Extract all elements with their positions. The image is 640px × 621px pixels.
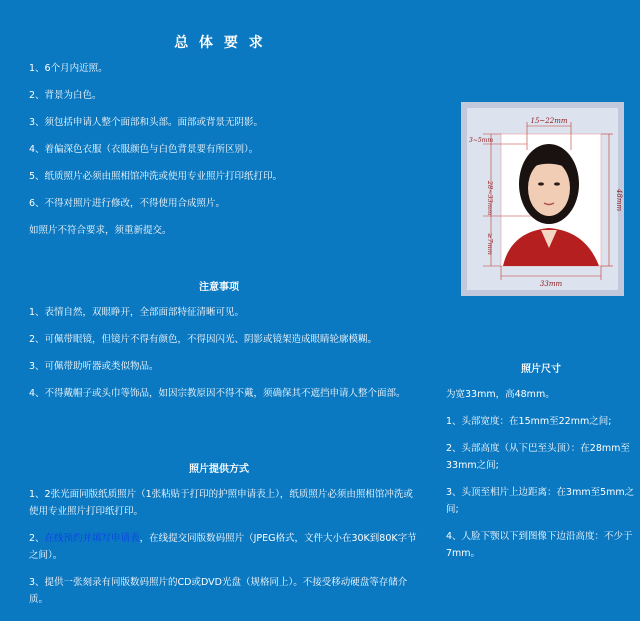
general-item-1: 1、6个月内近照。 (29, 63, 108, 74)
total-height-label: 48mm (615, 188, 623, 212)
top-gap-label: 3~5mm (469, 137, 494, 144)
head-width-label: 15~22mm (530, 117, 568, 125)
online-booking-link[interactable]: 在线预约并填写申请表 (44, 533, 140, 544)
size-title: 照片尺寸 (521, 364, 561, 375)
photo-diagram (461, 102, 624, 296)
general-note: 如照片不符合要求，须重新提交。 (29, 225, 172, 236)
general-item-5: 5、纸质照片必须由照相馆冲洗或使用专业照片打印纸打印。 (29, 171, 283, 182)
total-width-label: 33mm (539, 280, 563, 288)
size-item-4: 4、人脸下颚以下到图像下边沿高度：不少于7mm。 (446, 531, 633, 559)
provide-item-1: 1、2张光面同版纸质照片（1张粘贴于打印的护照申请表上），纸质照片必须由照相馆冲洗或使用专业照片打印纸打印。 (29, 489, 413, 517)
provide-item-2-prefix: 2、 (29, 533, 45, 544)
notes-item-4: 4、不得戴帽子或头巾等饰品，如因宗教原因不得不戴，须确保其不遮挡申请人整个面部。 (29, 388, 406, 399)
face-shape (528, 160, 570, 216)
head-height-label: 28~33mm (486, 180, 494, 216)
size-item-3: 3、头顶至相片上边距离：在3mm至5mm之间; (446, 487, 635, 515)
general-item-6: 6、不得对照片进行修改，不得使用合成照片。 (29, 198, 226, 209)
general-item-3: 3、须包括申请人整个面部和头部。面部或背景无阴影。 (29, 117, 264, 128)
right-eye (554, 182, 560, 185)
provide-item-3: 3、提供一张刻录有同版数码照片的CD或DVD光盘（规格同上）。不接受移动硬盘等存储介质。 (29, 577, 408, 605)
chin-gap-label: ≥7mm (486, 233, 494, 255)
size-item-0: 为宽33mm，高48mm。 (446, 389, 555, 400)
general-item-2: 2、背景为白色。 (29, 90, 102, 101)
notes-title: 注意事项 (199, 282, 239, 293)
size-item-2: 2、头部高度（从下巴至头顶）：在28mm至33mm之间; (446, 443, 630, 471)
notes-item-1: 1、表情自然，双眼睁开，全部面部特征清晰可见。 (29, 307, 245, 318)
size-item-1: 1、头部宽度：在15mm至22mm之间; (446, 416, 612, 427)
main-title: 总 体 要 求 (174, 35, 266, 51)
general-item-4: 4、着偏深色衣服（衣服颜色与白色背景要有所区别）。 (29, 144, 259, 155)
notes-item-2: 2、可佩带眼镜，但镜片不得有颜色，不得因闪光、阴影或镜架造成眼睛轮廓模糊。 (29, 334, 378, 345)
photo-spec-image (461, 102, 624, 296)
left-eye (538, 182, 544, 185)
provide-item-2-suffix: ，在线提交同版数码照片（JPEG格式，文件大小在30K到80K字节之间）。 (29, 533, 417, 561)
notes-item-3: 3、可佩带助听器或类似物品。 (29, 361, 159, 372)
provide-title: 照片提供方式 (189, 464, 249, 475)
provide-item-2 (29, 530, 421, 564)
